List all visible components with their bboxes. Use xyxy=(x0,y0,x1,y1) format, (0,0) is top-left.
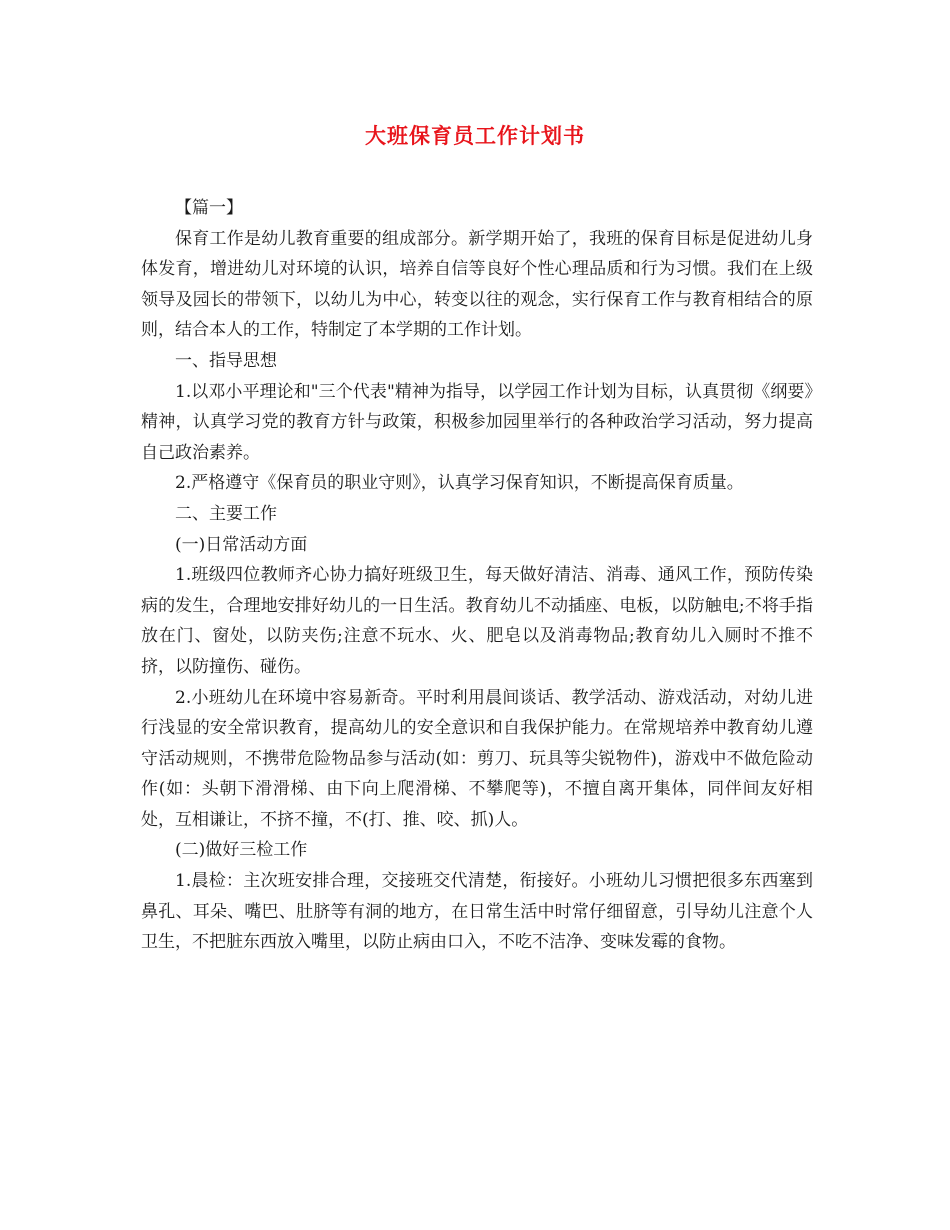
paragraph-item: 2.小班幼儿在环境中容易新奇。平时利用晨间谈话、教学活动、游戏活动，对幼儿进行浅显的安全常识教育，提高幼儿的安全意识和自我保护能力。在常规培养中教育幼儿遵守活动规则，不携带危险物品参与活动(如：剪刀、玩具等尖锐物件)，游戏中不做危险动作(如：头朝下滑滑梯、由下向上爬滑梯、不攀爬等)，不擅自离开集体，同伴间友好相处，互相谦让，不挤不撞，不(打、推、咬、抓)人。 xyxy=(141,687,813,830)
section-tag-part-one: 【篇一】 xyxy=(175,198,243,218)
paragraph-item: 1.以邓小平理论和"三个代表"精神为指导，以学园工作计划为目标，认真贯彻《纲要》精神，认真学习党的教育方针与政策，积极参加园里举行的各种政治学习活动，努力提高自己政治素养。 xyxy=(141,381,813,463)
paragraph-item: 1.班级四位教师齐心协力搞好班级卫生，每天做好清洁、消毒、通风工作，预防传染病的发生，合理地安排好幼儿的一日生活。教育幼儿不动插座、电板，以防触电;不将手指放在门、窗处，以防夹伤;注意不玩水、火、肥皂以及消毒物品;教育幼儿入厕时不推不挤，以防撞伤、碰伤。 xyxy=(141,565,813,677)
heading-guiding-ideology: 一、指导思想 xyxy=(175,350,277,371)
document-body xyxy=(141,193,813,958)
document-title: 大班保育员工作计划书 xyxy=(365,123,585,148)
heading-main-work: 二、主要工作 xyxy=(175,503,277,524)
paragraph-item: 2.严格遵守《保育员的职业守则》，认真学习保育知识，不断提高保育质量。 xyxy=(175,473,744,494)
intro-paragraph: 保育工作是幼儿教育重要的组成部分。新学期开始了，我班的保育目标是促进幼儿身体发育，增进幼儿对环境的认识，培养自信等良好个性心理品质和行为习惯。我们在上级领导及园长的带领下，以幼儿为中心，转变以往的观念，实行保育工作与教育相结合的原则，结合本人的工作，特制定了本学期的工作计划。 xyxy=(141,228,813,341)
subheading-daily-activities: (一)日常活动方面 xyxy=(175,534,308,555)
paragraph-item: 1.晨检：主次班安排合理，交接班交代清楚，衔接好。小班幼儿习惯把很多东西塞到鼻孔、耳朵、嘴巴、肚脐等有洞的地方，在日常生活中时常仔细留意，引导幼儿注意个人卫生，不把脏东西放入嘴里，以防止病由口入，不吃不洁净、变味发霉的食物。 xyxy=(141,871,813,953)
subheading-three-checks: (二)做好三检工作 xyxy=(175,840,308,861)
